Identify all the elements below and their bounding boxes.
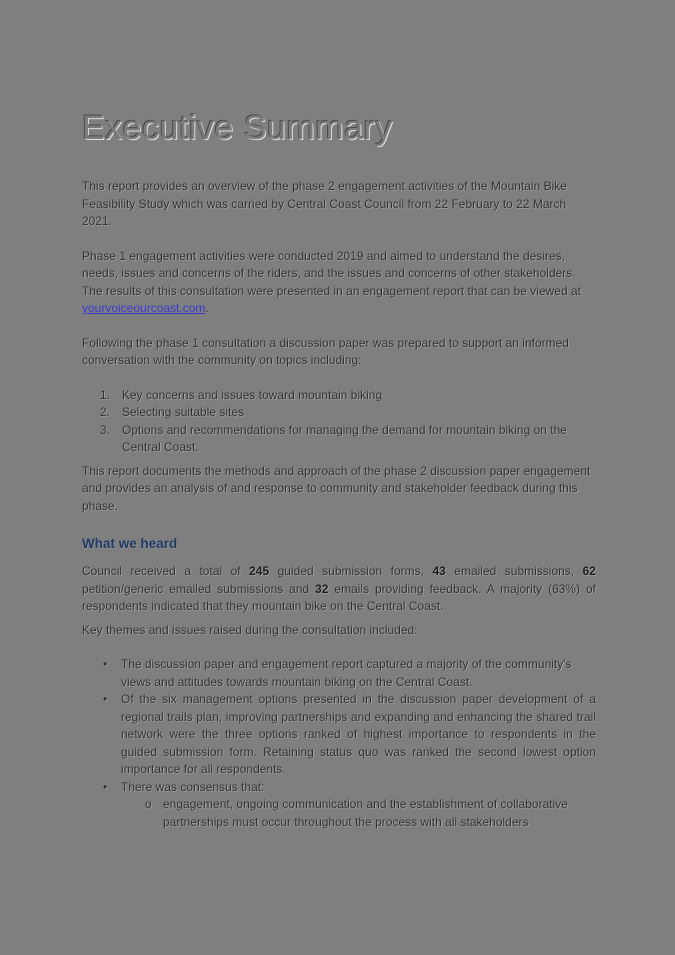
list-item [82,404,596,422]
sub-bullet-marker: o [145,797,152,811]
list-item-text: Key concerns and issues toward mountain biking [122,387,383,402]
sub-bullet-item-text: engagement, ongoing communication and the establishment of collaborative partnerships must occur throughout the process with all stakeholders [163,797,568,829]
bullet-item [82,691,596,779]
stats-text: guided submission forms, [269,564,433,578]
stat-emailed-submissions: 43 [432,564,446,578]
list-number: 1. [100,387,111,402]
list-item-text: Options and recommendations for managing the demand for mountain biking on the Central Coast. [122,422,567,454]
stats-text: emails providing feedback. A majority (63%) of respondents indicated that they mountain bike on the Central Coast. [82,581,597,613]
phase1-paragraph [82,248,596,318]
phase1-text-after-link: . [205,301,209,315]
stats-text: petition/generic emailed submissions and [82,581,316,596]
intro-paragraph: This report provides an overview of the phase 2 engagement activities of the Mountain Bike Feasibility Study which was carried by Central Coast Council from 22 February to 22 March 2021. [82,179,567,228]
bullet-item [82,779,596,797]
stat-feedback-emails: 32 [315,581,329,596]
bullet-marker: • [103,657,108,671]
list-item [82,387,596,405]
bullet-marker: • [103,779,108,794]
themes-paragraph: Key themes and issues raised during the consultation included: [82,622,418,637]
phase1-text-before-link: Phase 1 engagement activities were conducted 2019 and aimed to understand the desires, needs, issues and concerns of the riders, and the issues and concerns of other stakeholders. The results of this consultation were presented in an engagement report that can be viewed at [82,248,581,298]
bullet-item [82,656,596,691]
stat-guided-submissions: 245 [249,564,270,578]
document-content [82,108,596,831]
bullet-item-text: There was consensus that: [121,779,265,794]
list-item [82,422,596,457]
methods-paragraph: This report documents the methods and approach of the phase 2 discussion paper engagement and provides an analysis of and response to community and stakeholder feedback during this phase. [82,463,591,513]
bullet-item-text: The discussion paper and engagement report captured a majority of the community's views and attitudes towards mountain biking on the Central Coast. [121,657,572,689]
document-title: Executive Summary [82,109,393,147]
bullet-marker: • [103,692,108,706]
yourvoiceourcoast-link[interactable]: yourvoiceourcoast.com [82,301,206,315]
section-heading-what-we-heard: What we heard [82,536,178,551]
sub-bullet-item [82,796,596,831]
list-number: 2. [100,405,111,419]
stat-petition-submissions: 62 [582,564,596,578]
bullet-list [82,656,596,831]
numbered-list [82,387,596,457]
list-number: 3. [100,422,111,437]
bullet-item-text: Of the six management options presented in the discussion paper development of a regional trails plan, improving partnerships and expanding and enhancing the shared trail network were the three options ranked of highest importance to respondents in the guided submission form. Retaining status quo was ranked the second lowest option importance for all respondents. [121,692,596,776]
following-paragraph: Following the phase 1 consultation a discussion paper was prepared to support an informed conversation with the community on topics including: [82,335,569,367]
list-item-text: Selecting suitable sites [122,405,245,419]
stats-paragraph [82,563,596,616]
stats-text: Council received a total of [82,564,250,578]
stats-text: emailed submissions, [445,564,583,578]
